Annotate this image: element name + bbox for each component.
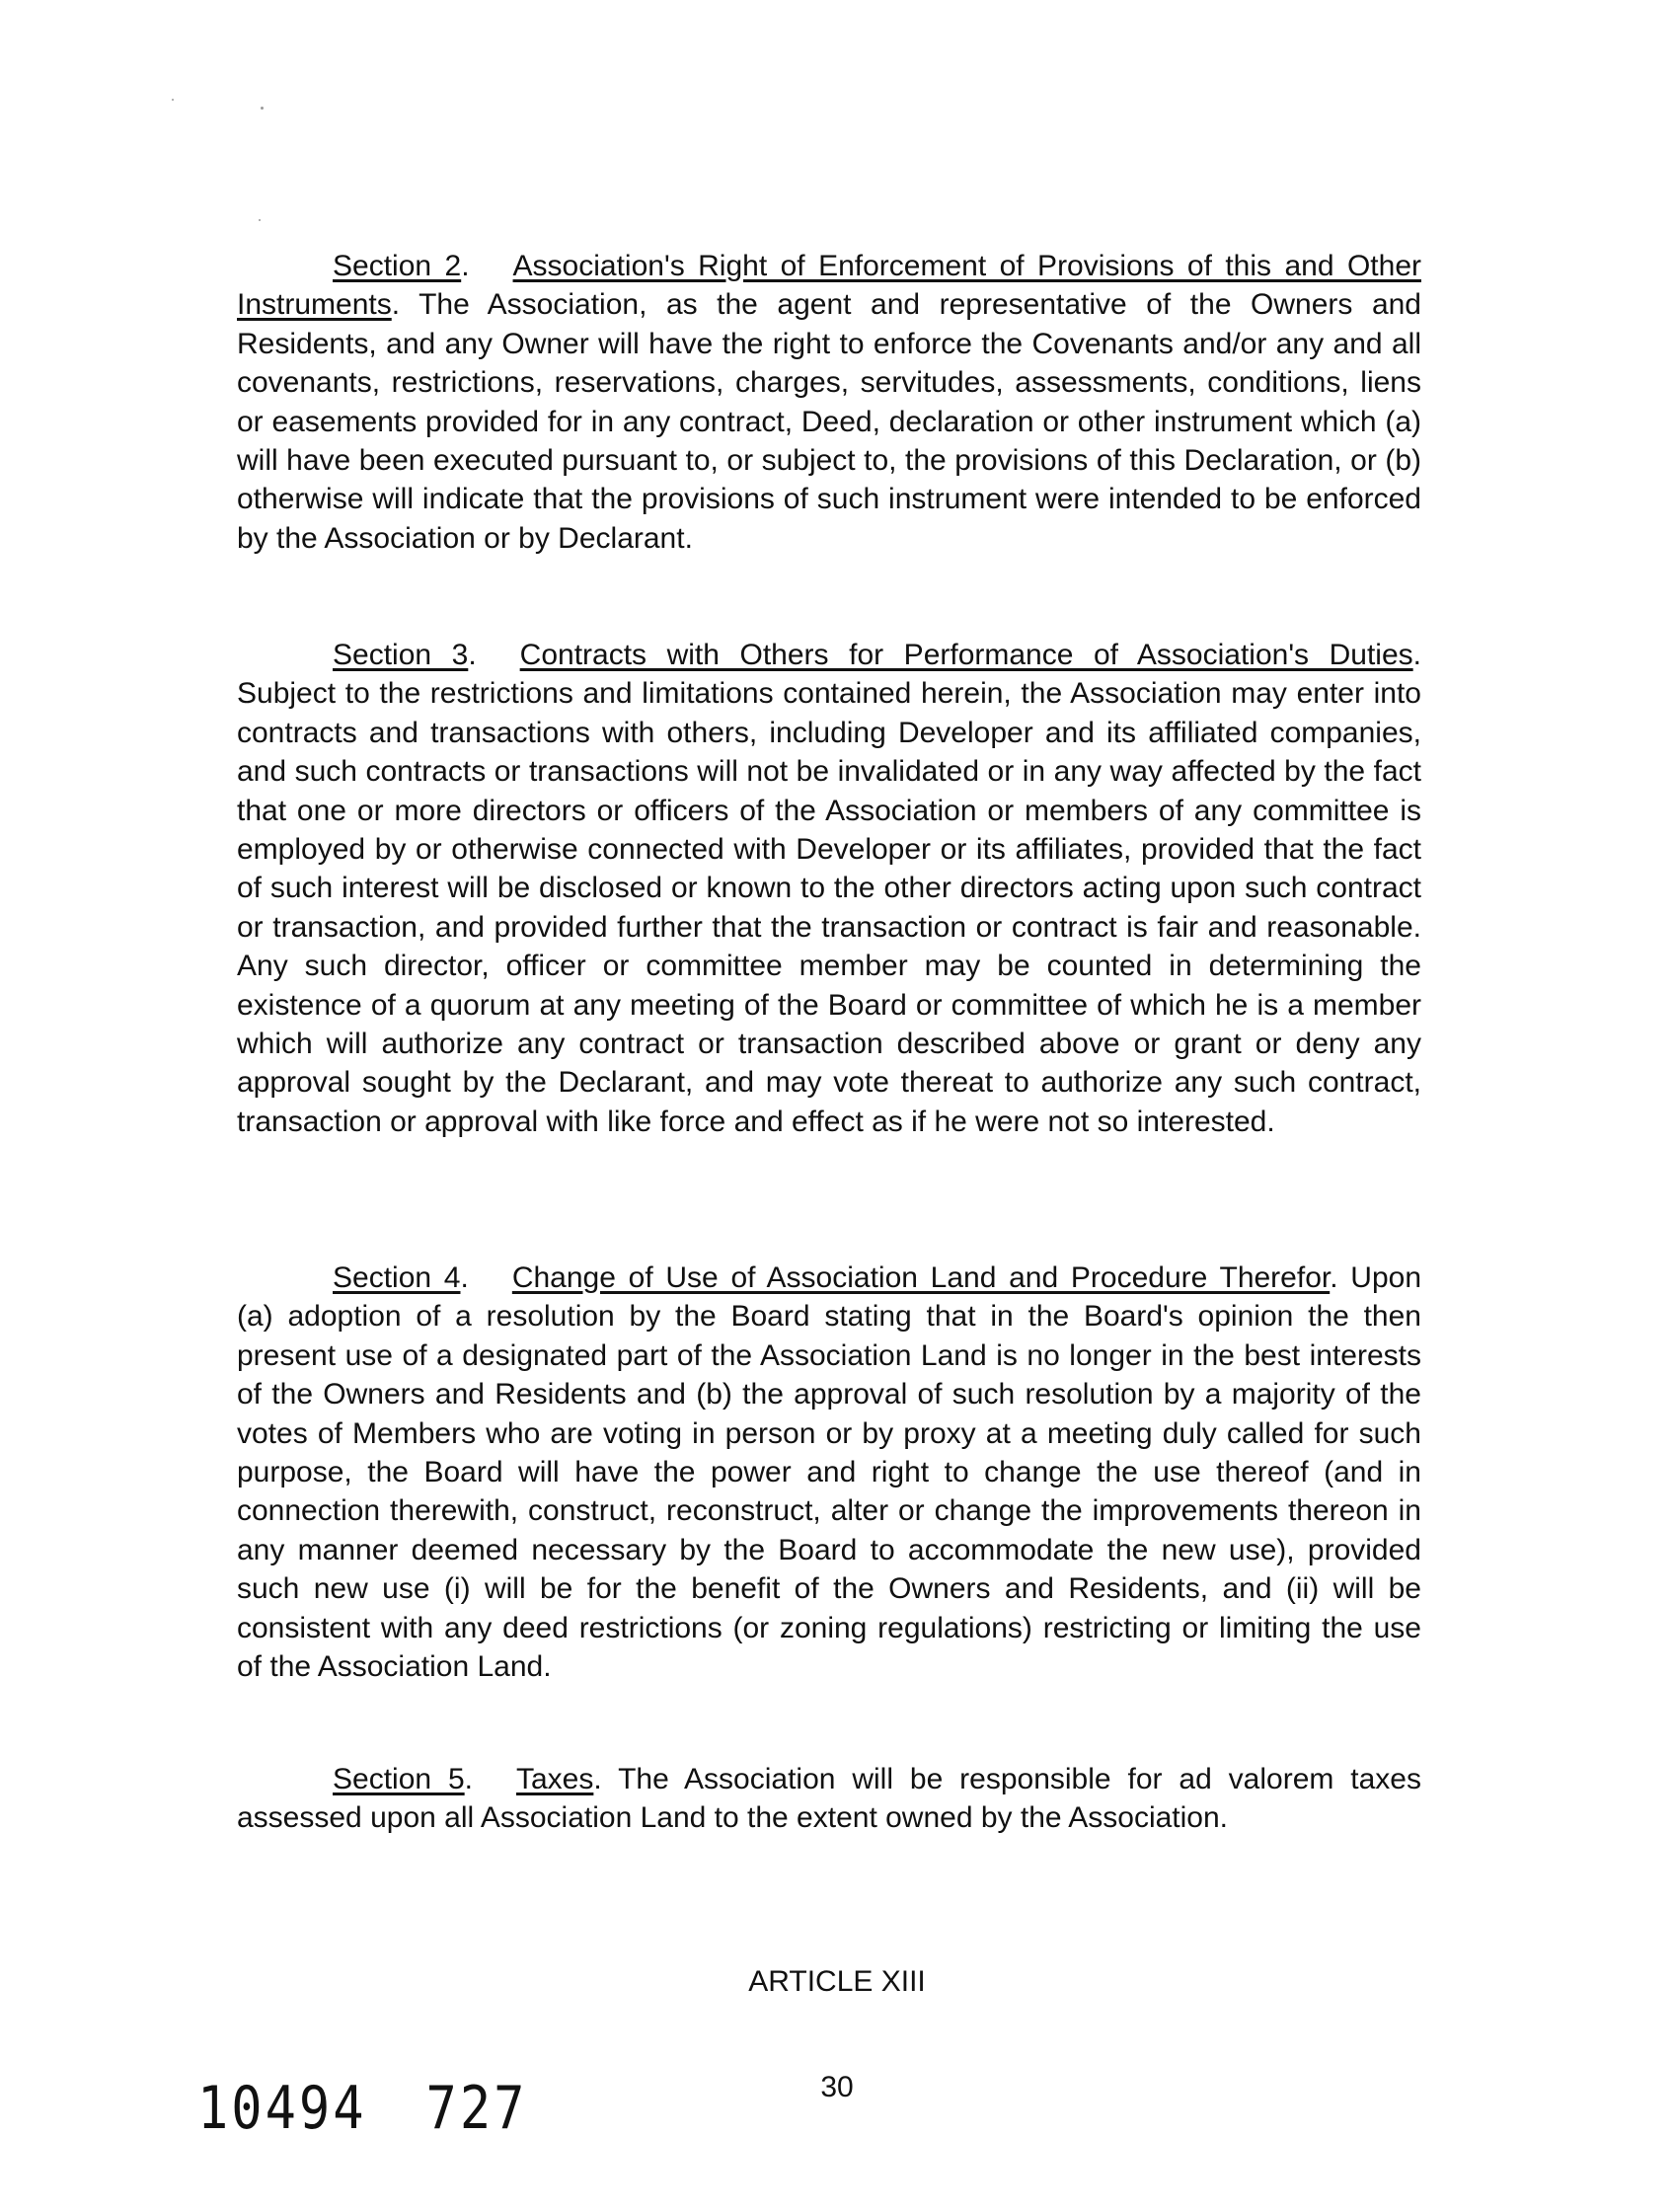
section-4: Section 4. Change of Use of Association Land and Procedure Therefor. Upon (a) adoption of a resolution by the Board stating that in the Board's opinion the then present use of a designated part of the Association Land is no longer in the best interests of the Owners and Residents and (b) the approval of such resolution by a majority of the votes of Members who are voting in person or by proxy at a meeting duly called for such purpose, the Board will have the power and right to change the use thereof (and in connection therewith, construct, reconstruct, alter or change the improvements thereon in any manner deemed necessary by the Board to accommodate the new use), provided such new use (i) will be for the benefit of the Owners and Residents, and (ii) will be consistent with any deed restrictions (or zoning regulations) restricting or limiting the use of the Association Land.	[237, 1261, 1421, 1684]
section-2: Section 2. Association's Right of Enforcement of Provisions of this and Other Instruments. The Association, as the agent and representative of the Owners and Residents, and any Owner will have the right to enforce the Covenants and/or any and all covenants, restrictions, reservations, charges, servitudes, assessments, conditions, liens or easements provided for in any contract, Deed, declaration or other instrument which (a) will have been executed pursuant to, or subject to, the provisions of this Declaration, or (b) otherwise will indicate that the provisions of such instrument were intended to be enforced by the Association or by Declarant.	[237, 250, 1421, 555]
recording-book-number: 10494	[197, 2075, 367, 2143]
section-title: Association's Right of Enforcement of Provisions of this and Other Instruments	[237, 250, 1421, 322]
section-body: The Association will be responsible for ad valorem taxes assessed upon all Association Land to the extent owned by the Association.	[237, 1763, 1421, 1835]
section-5: Section 5. Taxes. The Association will be responsible for ad valorem taxes assessed upon all Association Land to the extent owned by the Association.	[237, 1763, 1421, 1835]
section-label: Section 5	[333, 1763, 465, 1795]
scan-speck	[261, 107, 264, 110]
section-title: Taxes	[516, 1763, 594, 1795]
section-label: Section 3	[333, 639, 469, 671]
scan-speck	[172, 99, 174, 101]
section-label: Section 4	[333, 1261, 461, 1294]
section-title: Contracts with Others for Performance of Association's Duties	[519, 639, 1413, 671]
recording-page-number: 727	[425, 2075, 528, 2143]
section-3: Section 3. Contracts with Others for Performance of Association's Duties. Subject to the restrictions and limitations contained herein, the Association may enter into contracts and transactions with others, including Developer and its affiliated companies, and such contracts or transactions will not be invalidated or in any way affected by the fact that one or more directors or officers of the Association or members of any committee is employed by or otherwise connected with Developer or its affiliates, provided that the fact of such interest will be disclosed or known to the other directors acting upon such contract or transaction, and provided further that the transaction or contract is fair and reasonable. Any such director, officer or committee member may be counted in determining the existence of a quorum at any meeting of the Board or committee of which he is a member which will authorize any contract or transaction described above or grant or deny any approval sought by the Declarant, and may vote thereat to authorize any such contract, transaction or approval with like force and effect as if he were not so interested.	[237, 639, 1421, 1138]
page-number: 30	[820, 2071, 854, 2103]
section-body: Subject to the restrictions and limitations contained herein, the Association may enter into contracts and transactions with others, including Developer and its affiliated companies, and such contracts or transactions will not be invalidated or in any way affected by the fact that one or more directors or officers of the Association or members of any committee is employed by or otherwise connected with Developer or its affiliates, provided that the fact of such interest will be disclosed or known to the other directors acting upon such contract or transaction, and provided further that the transaction or contract is fair and reasonable. Any such director, officer or committee member may be counted in determining the existence of a quorum at any meeting of the Board or committee of which he is a member which will authorize any contract or transaction described above or grant or deny any approval sought by the Declarant, and may vote thereat to authorize any such contract, transaction or approval with like force and effect as if he were not so interested.	[237, 677, 1421, 1138]
section-body: The Association, as the agent and representative of the Owners and Residents, and any Owner will have the right to enforce the Covenants and/or any and all covenants, restrictions, reservations, charges, servitudes, assessments, conditions, liens or easements provided for in any contract, Deed, declaration or other instrument which (a) will have been executed pursuant to, or subject to, the provisions of this Declaration, or (b) otherwise will indicate that the provisions of such instrument were intended to be enforced by the Association or by Declarant.	[237, 288, 1421, 555]
section-label: Section 2	[333, 250, 462, 282]
section-title: Change of Use of Association Land and Procedure Therefor	[511, 1261, 1331, 1294]
section-body: Upon (a) adoption of a resolution by the Board stating that in the Board's opinion the then present use of a designated part of the Association Land is no longer in the best interests of the Owners and Residents and (b) the approval of such resolution by a majority of the votes of Members who are voting in person or by proxy at a meeting duly called for such purpose, the Board will have the power and right to change the use thereof (and in connection therewith, construct, reconstruct, alter or change the improvements thereon in any manner deemed necessary by the Board to accommodate the new use), provided such new use (i) will be for the benefit of the Owners and Residents, and (ii) will be consistent with any deed restrictions (or zoning regulations) restricting or limiting the use of the Association Land.	[237, 1261, 1421, 1684]
recording-stamp	[197, 2075, 527, 2143]
article-heading: ARTICLE XIII	[748, 1965, 926, 1998]
scan-speck	[259, 219, 261, 221]
